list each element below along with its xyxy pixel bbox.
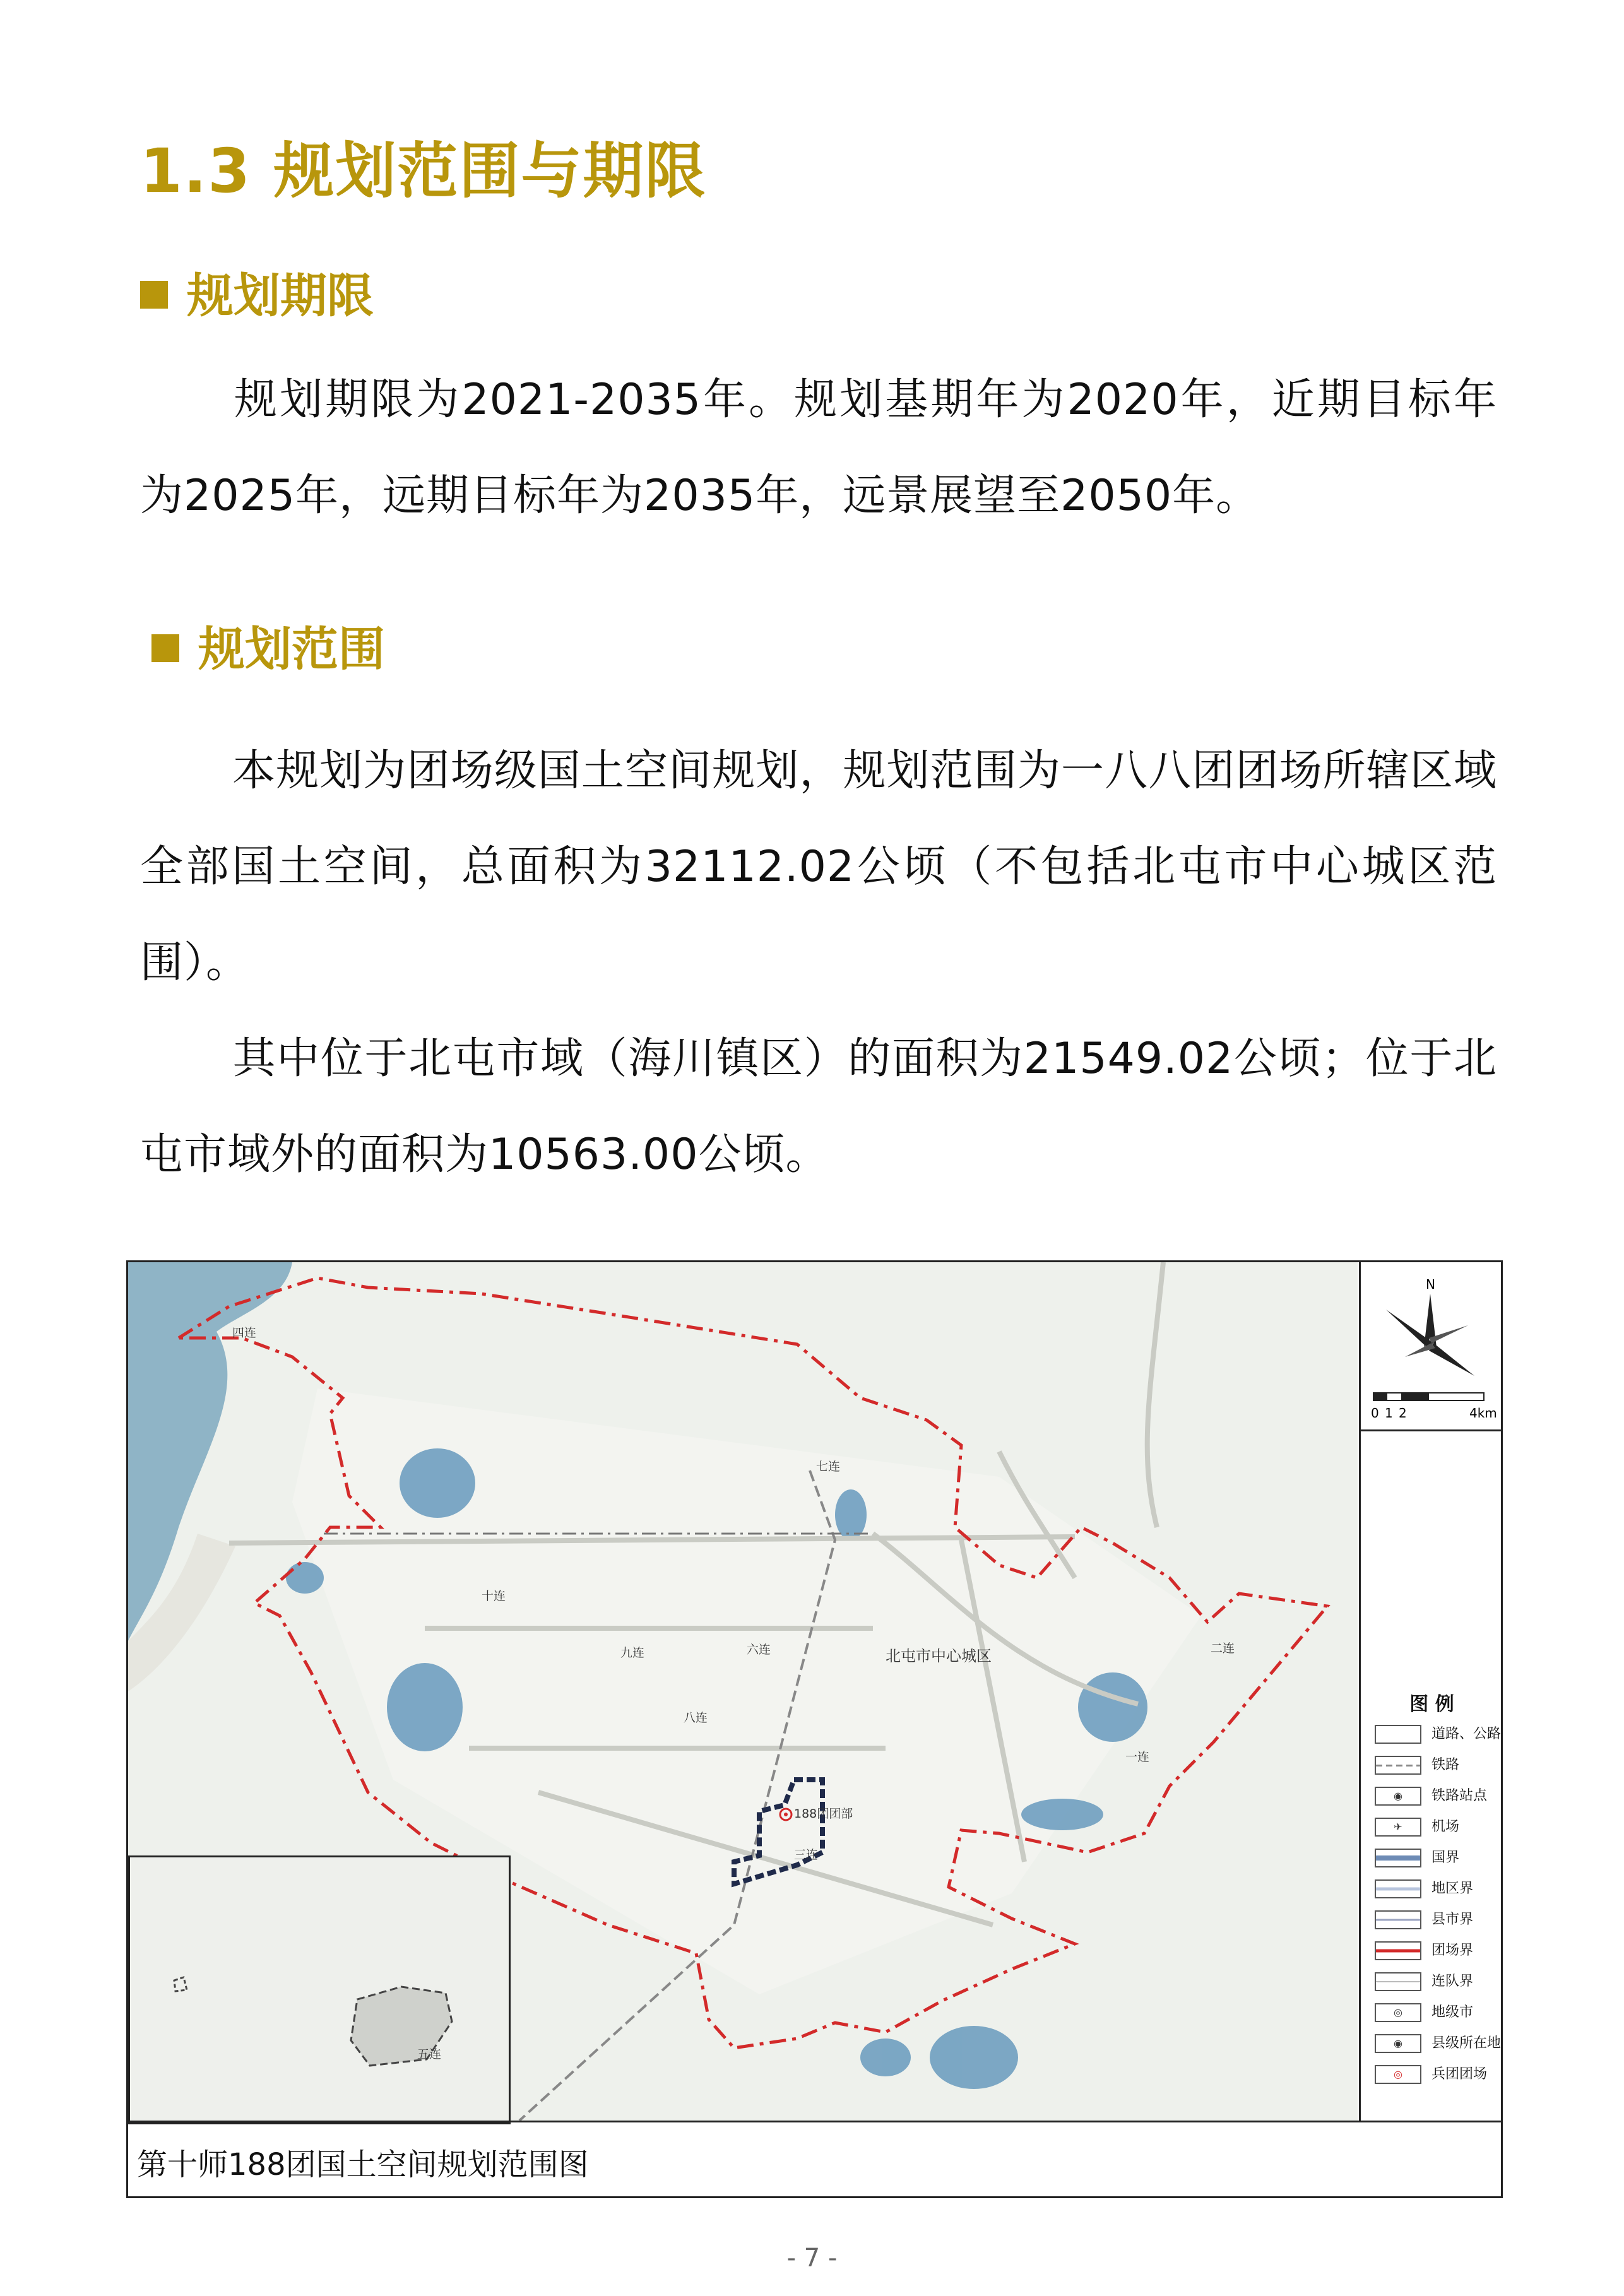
- legend-item: [1375, 1878, 1473, 1898]
- subheading-period: [140, 259, 374, 326]
- legend-symbol-icon: ◎: [1375, 2003, 1421, 2022]
- legend-label: 铁路站点: [1431, 1788, 1488, 1804]
- scale-label: 0: [1371, 1405, 1379, 1421]
- place-label: 十连: [482, 1589, 506, 1603]
- place-label: 二连: [1211, 1642, 1235, 1655]
- legend-item: [1375, 2032, 1501, 2053]
- legend-item: [1375, 1754, 1459, 1775]
- figure-caption: [128, 2121, 1501, 2196]
- legend-item: [1375, 1939, 1473, 1960]
- legend-symbol-icon: [1375, 1941, 1421, 1960]
- place-label: 五连: [417, 2047, 442, 2061]
- legend-symbol-icon: [1375, 1756, 1421, 1775]
- legend-label: 县级所在地: [1431, 2035, 1502, 2051]
- place-label: 一连: [1125, 1750, 1150, 1764]
- legend-label: 铁路: [1431, 1757, 1460, 1773]
- legend-label: 兵团团场: [1431, 2066, 1488, 2082]
- inset-map: [128, 1855, 511, 2124]
- legend-symbol-icon: ◎: [1375, 2065, 1421, 2084]
- paragraph-scope: [140, 723, 1497, 1011]
- legend-symbol-icon: [1375, 1910, 1421, 1929]
- page-number: - 7 -: [786, 2244, 838, 2273]
- legend-item: [1375, 2001, 1473, 2022]
- scale-label: 4km: [1469, 1405, 1497, 1421]
- map-sidebar: [1359, 1262, 1503, 2121]
- scale-label: 1: [1385, 1405, 1393, 1421]
- place-label: 八连: [684, 1711, 708, 1725]
- legend-item: [1375, 2063, 1487, 2084]
- legend-label: 团场界: [1431, 1943, 1474, 1958]
- place-label: 六连: [747, 1643, 771, 1657]
- legend-symbol-icon: ◉: [1375, 1787, 1421, 1806]
- subheading-scope: [151, 612, 385, 679]
- legend-item: [1375, 1816, 1459, 1837]
- legend-item: [1375, 1970, 1473, 1991]
- legend-title: 图 例: [1409, 1693, 1454, 1715]
- figure-caption-text: 第十师188团国土空间规划范围图: [137, 2147, 589, 2182]
- legend-item: [1375, 1723, 1501, 1744]
- paragraph-period: [140, 352, 1497, 544]
- scale-label: 2: [1399, 1405, 1407, 1421]
- legend-item: [1375, 1847, 1459, 1867]
- place-label: 188团团部: [794, 1807, 853, 1821]
- place-label: 四连: [232, 1326, 257, 1340]
- paragraph-area-text: 其中位于北屯市域（海川镇区）的面积为21549.02公顷；位于北屯市域外的面积为10563.00公顷。: [140, 1034, 1497, 1180]
- figure-planning-map: [126, 1260, 1503, 2198]
- north-label: N: [1426, 1277, 1435, 1292]
- place-label: 七连: [816, 1460, 841, 1474]
- legend-symbol-icon: [1375, 1879, 1421, 1898]
- legend-label: 县市界: [1431, 1912, 1474, 1927]
- legend-symbol-icon: [1375, 1849, 1421, 1867]
- legend-label: 连队界: [1431, 1973, 1474, 1989]
- legend-label: 地级市: [1431, 2004, 1474, 2020]
- legend-label: 道路、公路: [1431, 1726, 1502, 1742]
- legend-label: 国界: [1431, 1850, 1460, 1866]
- place-label: 北屯市中心城区: [886, 1647, 992, 1665]
- legend-symbol-icon: ✈: [1375, 1818, 1421, 1837]
- north-arrow-scale: [1361, 1262, 1503, 1431]
- paragraph-scope-text: 本规划为团场级国土空间规划，规划范围为一八八团团场所辖区域全部国土空间，总面积为32112.02公顷（不包括北屯市中心城区范围）。: [140, 746, 1497, 988]
- square-bullet-icon: [140, 281, 168, 309]
- subheading-period-text: 规划期限: [187, 269, 374, 323]
- paragraph-period-text: 规划期限为2021-2035年。规划基期年为2020年，近期目标年为2025年，远期目标年为2035年，远景展望至2050年。: [140, 375, 1497, 521]
- subheading-scope-text: 规划范围: [198, 622, 385, 677]
- legend-symbol-icon: [1375, 1725, 1421, 1744]
- legend-symbol-icon: ◉: [1375, 2034, 1421, 2053]
- place-label: 九连: [620, 1646, 645, 1660]
- legend-label: 机场: [1431, 1819, 1460, 1835]
- legend-item: [1375, 1908, 1473, 1929]
- section-title: 1.3 规划范围与期限: [140, 136, 707, 206]
- square-bullet-icon: [151, 634, 179, 662]
- legend-symbol-icon: [1375, 1972, 1421, 1991]
- compass-icon: [1361, 1262, 1503, 1429]
- paragraph-area: [140, 1011, 1497, 1203]
- legend-item: [1375, 1785, 1487, 1806]
- inset-map-image: [130, 1857, 509, 2122]
- legend-label: 地区界: [1431, 1881, 1474, 1897]
- place-label: 三连: [794, 1848, 819, 1862]
